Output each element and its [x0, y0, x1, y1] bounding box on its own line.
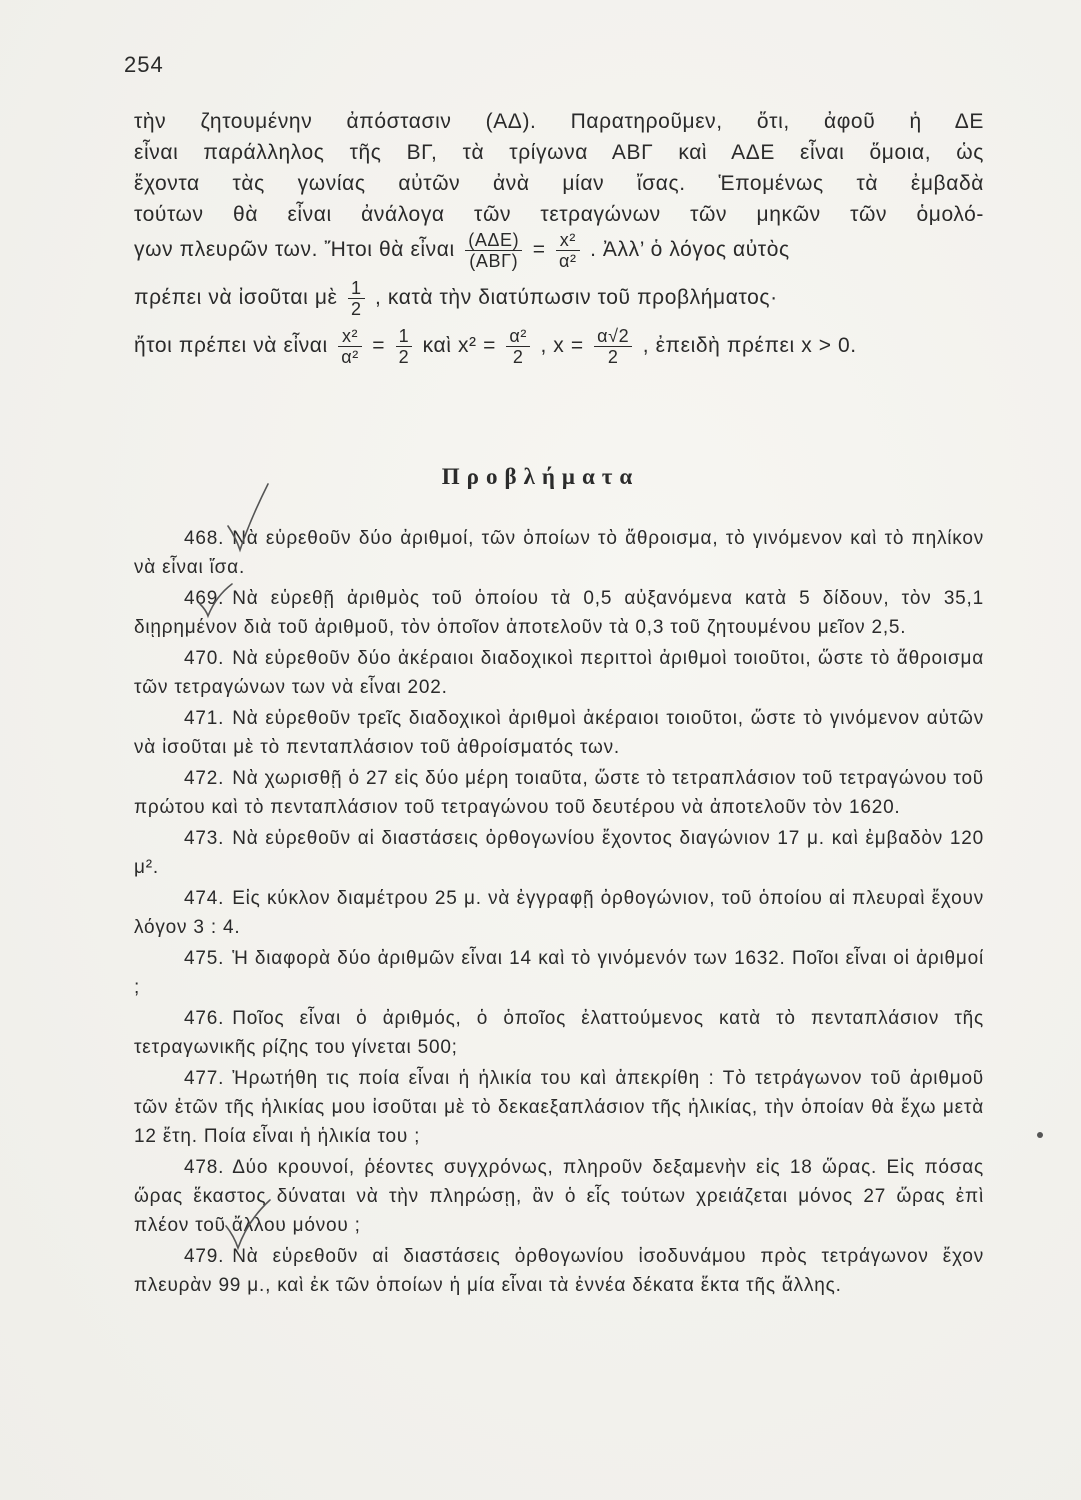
fraction-numerator: α² [506, 326, 530, 347]
intro-line-7-text-c: , x = [540, 334, 584, 358]
problem-number: 469. [184, 588, 225, 609]
problem-468 [134, 524, 984, 582]
problem-472 [134, 764, 984, 822]
intro-line-6 [134, 278, 984, 326]
page-number: 254 [124, 52, 164, 77]
margin-dot-icon [1037, 1132, 1043, 1138]
problem-478 [134, 1153, 984, 1240]
intro-line-7-text-b: καὶ x² = [422, 334, 496, 358]
fraction-one-half [348, 278, 365, 319]
problem-number: 472. [184, 768, 225, 789]
intro-paragraph [134, 106, 984, 374]
fraction-denominator: 2 [512, 347, 524, 367]
problem-473 [134, 824, 984, 882]
problem-number: 479. [184, 1246, 225, 1267]
intro-line-6-text-a: πρέπει νὰ ἰσοῦται μὲ [134, 286, 338, 310]
problem-text: Νὰ εὑρεθοῦν αἱ διαστάσεις ὀρθογωνίου ἔχοντος διαγώνιον 17 μ. καὶ ἐμβαδὸν 120 μ². [134, 828, 984, 878]
problem-number: 468. [184, 528, 225, 549]
problem-number: 477. [184, 1068, 225, 1089]
problem-list [134, 524, 984, 1302]
problem-text: Νὰ εὑρεθοῦν δύο ἀριθμοί, τῶν ὁποίων τὸ ἄθροισμα, τὸ γινόμενον καὶ τὸ πηλίκον νὰ εἶναι ἴσα. [134, 528, 984, 578]
fraction-numerator: (ΑΔΕ) [465, 230, 522, 251]
intro-line-1: τὴν ζητουμένην ἀπόστασιν (ΑΔ). Παρατηροῦμεν, ὅτι, ἀφοῦ ἡ ΔΕ [134, 110, 984, 133]
fraction-numerator: 1 [348, 278, 365, 299]
problem-text: Δύο κρουνοί, ῥέοντες συγχρόνως, πληροῦν δεξαμενὴν εἰς 18 ὥρας. Εἰς πόσας ὥρας ἕκαστος δύναται νὰ τὴν πληρώσῃ, ἂν ὁ εἷς τούτων χρειάζεται μόνος 27 ὥρας ἐπὶ πλέον τοῦ ἄλλου μόνου ; [134, 1157, 984, 1236]
problem-477 [134, 1064, 984, 1151]
problem-number: 470. [184, 648, 225, 669]
problem-text: Νὰ εὑρεθοῦν τρεῖς διαδοχικοὶ ἀριθμοὶ ἀκέραιοι τοιοῦτοι, ὥστε τὸ γινόμενον αὐτῶν νὰ ἰσοῦται μὲ τὸ πενταπλάσιον τοῦ ἀθροίσματός των. [134, 708, 984, 758]
intro-line-2: εἶναι παράλληλος τῆς ΒΓ, τὰ τρίγωνα ΑΒΓ καὶ ΑΔΕ εἶναι ὅμοια, ὡς [134, 141, 984, 164]
problem-number: 473. [184, 828, 225, 849]
intro-line-6-text-b: , κατὰ τὴν διατύπωσιν τοῦ προβλήματος· [375, 286, 778, 310]
fraction-denominator: 2 [350, 299, 362, 319]
problem-text: Εἰς κύκλον διαμέτρου 25 μ. νὰ ἐγγραφῇ ὀρθογώνιον, τοῦ ὁποίου αἱ πλευραὶ ἔχουν λόγον 3 : 4. [134, 888, 984, 938]
fraction-denominator: (ΑΒΓ) [469, 251, 519, 271]
problem-text: Ποῖος εἶναι ὁ ἀριθμός, ὁ ὁποῖος ἐλαττούμενος κατὰ τὸ πενταπλάσιον τῆς τετραγωνικῆς ρίζης του γίνεται 500; [134, 1008, 984, 1058]
problem-text: Νὰ εὑρεθῇ ἀριθμὸς τοῦ ὁποίου τὰ 0,5 αὐξανόμενα κατὰ 5 δίδουν, τὸν 35,1 διῃρημένον διὰ τοῦ ἀριθμοῦ, τὸν ὁποῖον ἀποτελοῦν τὰ 0,3 τοῦ ζητουμένου μεῖον 2,5. [134, 588, 984, 638]
intro-line-5-text-a: γων πλευρῶν των. Ἤτοι θὰ εἶναι [134, 238, 455, 262]
problem-470 [134, 644, 984, 702]
intro-line-5-text-b: . Ἀλλ’ ὁ λόγος αὐτὸς [590, 238, 790, 262]
intro-line-7-text-d: , ἐπειδὴ πρέπει x > 0. [642, 334, 857, 358]
fraction-denominator: α² [341, 347, 359, 367]
fraction-denominator: 2 [398, 347, 410, 367]
problem-471 [134, 704, 984, 762]
section-heading: Προβλήματα [441, 464, 640, 489]
problem-text: Ἠρωτήθη τις ποία εἶναι ἡ ἡλικία του καὶ ἀπεκρίθη : Τὸ τετράγωνον τοῦ ἀριθμοῦ τῶν ἐτῶν τῆς ἡλικίας μου ἰσοῦται μὲ τὸ δεκαεξαπλάσιον τῆς ἡλικίας, τὴν ὁποίαν θὰ ἔχω μετὰ 12 ἔτη. Ποία εἶναι ἡ ἡλικία του ; [134, 1068, 984, 1147]
problem-text: Νὰ χωρισθῇ ὁ 27 εἰς δύο μέρη τοιαῦτα, ὥστε τὸ τετραπλάσιον τοῦ τετραγώνου τοῦ πρώτου καὶ τὸ πενταπλάσιον τοῦ τετραγώνου τοῦ δευτέρου νὰ ἀποτελοῦν τὸν 1620. [134, 768, 984, 818]
problem-text: Νὰ εὑρεθοῦν δύο ἀκέραιοι διαδοχικοὶ περιττοὶ ἀριθμοὶ τοιοῦτοι, ὥστε τὸ ἄθροισμα τῶν τετραγώνων των νὰ εἶναι 202. [134, 648, 984, 698]
problem-number: 474. [184, 888, 225, 909]
problem-number: 476. [184, 1008, 225, 1029]
fraction-numerator: α√2 [594, 326, 632, 347]
problem-476 [134, 1004, 984, 1062]
fraction-numerator: x² [338, 326, 362, 347]
intro-line-3: ἔχοντα τὰς γωνίας αὐτῶν ἀνὰ μίαν ἴσας. Ἑπομένως τὰ ἐμβαδὰ [134, 172, 984, 195]
fraction-a-root2-over-2 [594, 326, 632, 367]
problem-number: 475. [184, 948, 225, 969]
fraction-x2-a2 [338, 326, 362, 367]
fraction-a2-over-2 [506, 326, 530, 367]
intro-line-7 [134, 326, 984, 374]
fraction-numerator: x² [556, 230, 580, 251]
intro-line-7-text-a: ἤτοι πρέπει νὰ εἶναι [134, 334, 328, 358]
problem-474 [134, 884, 984, 942]
problem-469 [134, 584, 984, 642]
fraction-denominator: 2 [607, 347, 619, 367]
intro-line-5 [134, 230, 984, 278]
fraction-one-half [396, 326, 413, 367]
intro-line-4: τούτων θὰ εἶναι ἀνάλογα τῶν τετραγώνων τῶν μηκῶν τῶν ὁμολό- [134, 203, 984, 226]
equals-sign: = [532, 238, 546, 262]
equals-sign: = [372, 334, 386, 358]
fraction-ade-abg [465, 230, 522, 271]
fraction-numerator: 1 [396, 326, 413, 347]
problem-479 [134, 1242, 984, 1300]
problem-text: Ἡ διαφορὰ δύο ἀριθμῶν εἶναι 14 καὶ τὸ γινόμενόν των 1632. Ποῖοι εἶναι οἱ ἀριθμοί ; [134, 948, 984, 998]
fraction-x2-a2 [556, 230, 580, 271]
fraction-denominator: α² [559, 251, 577, 271]
problem-475 [134, 944, 984, 1002]
problem-number: 471. [184, 708, 225, 729]
problem-number: 478. [184, 1157, 225, 1178]
problem-text: Νὰ εὑρεθοῦν αἱ διαστάσεις ὀρθογωνίου ἰσοδυνάμου πρὸς τετράγωνον ἔχον πλευρὰν 99 μ., καὶ ἐκ τῶν ὁποίων ἡ μία εἶναι τὰ ἐννέα δέκατα ἕκτα τῆς ἄλλης. [134, 1246, 984, 1296]
